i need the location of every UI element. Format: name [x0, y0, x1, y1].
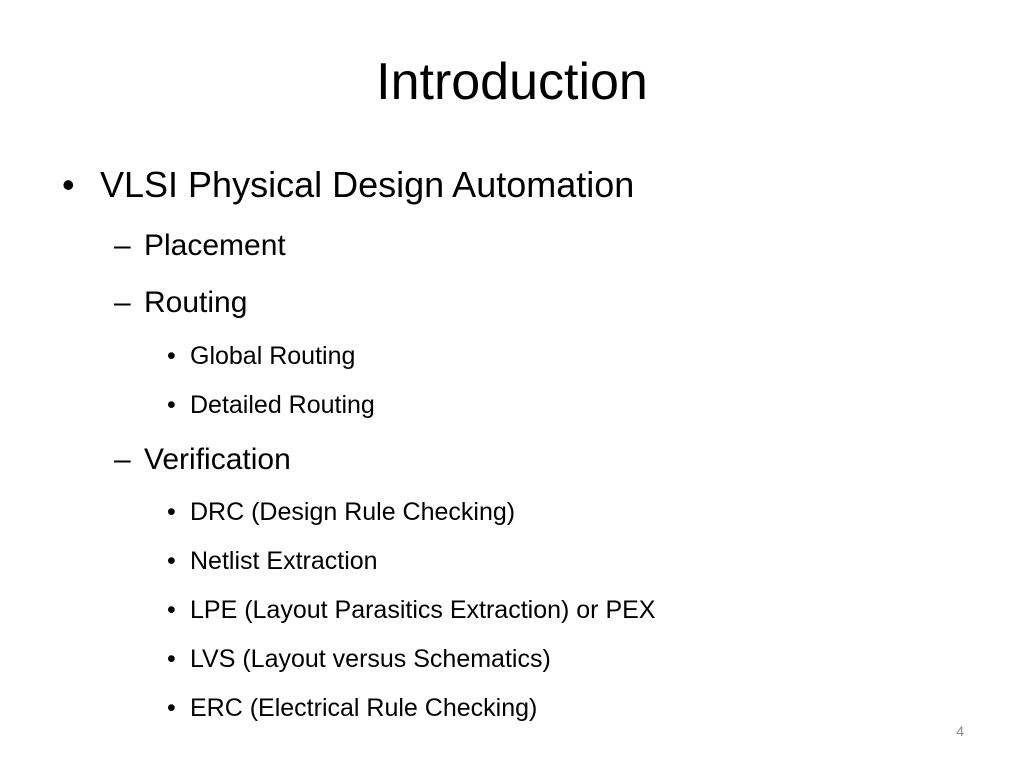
bullet-text: DRC (Design Rule Checking): [190, 498, 516, 526]
bullet-marker: •: [167, 498, 176, 526]
bullet-text: Detailed Routing: [190, 391, 375, 419]
bullet-marker: •: [167, 547, 176, 575]
bullet-marker: •: [167, 694, 176, 722]
slide-number: 4: [956, 723, 964, 739]
dash-marker: –: [114, 229, 131, 262]
bullet-item: [167, 594, 655, 626]
bullet-marker: •: [167, 342, 176, 370]
bullet-text: Netlist Extraction: [190, 547, 378, 575]
bullet-text: ERC (Electrical Rule Checking): [190, 694, 538, 722]
bullet-text: LPE (Layout Parasitics Extraction) or PEX: [190, 596, 656, 624]
bullet-item: [167, 389, 375, 421]
bullet-text: VLSI Physical Design Automation: [100, 164, 635, 205]
bullet-marker: •: [167, 391, 176, 419]
dash-marker: –: [114, 443, 131, 476]
bullet-item: [114, 227, 286, 265]
bullet-text: Routing: [144, 286, 248, 319]
bullet-item: [167, 340, 355, 372]
bullet-text: Placement: [144, 229, 286, 262]
bullet-item: [167, 692, 537, 724]
bullet-marker: •: [62, 164, 75, 205]
bullet-item: [167, 496, 515, 528]
bullet-item: [114, 284, 247, 322]
bullet-marker: •: [167, 645, 176, 673]
slide-title: Introduction: [376, 53, 648, 111]
bullet-text: Verification: [144, 443, 291, 476]
bullet-item: [167, 643, 551, 675]
bullet-item: [114, 441, 291, 479]
bullet-marker: •: [167, 596, 176, 624]
bullet-item: [167, 545, 378, 577]
bullet-text: Global Routing: [190, 342, 356, 370]
dash-marker: –: [114, 286, 131, 319]
bullet-text: LVS (Layout versus Schematics): [190, 645, 551, 673]
bullet-item: [62, 163, 634, 207]
